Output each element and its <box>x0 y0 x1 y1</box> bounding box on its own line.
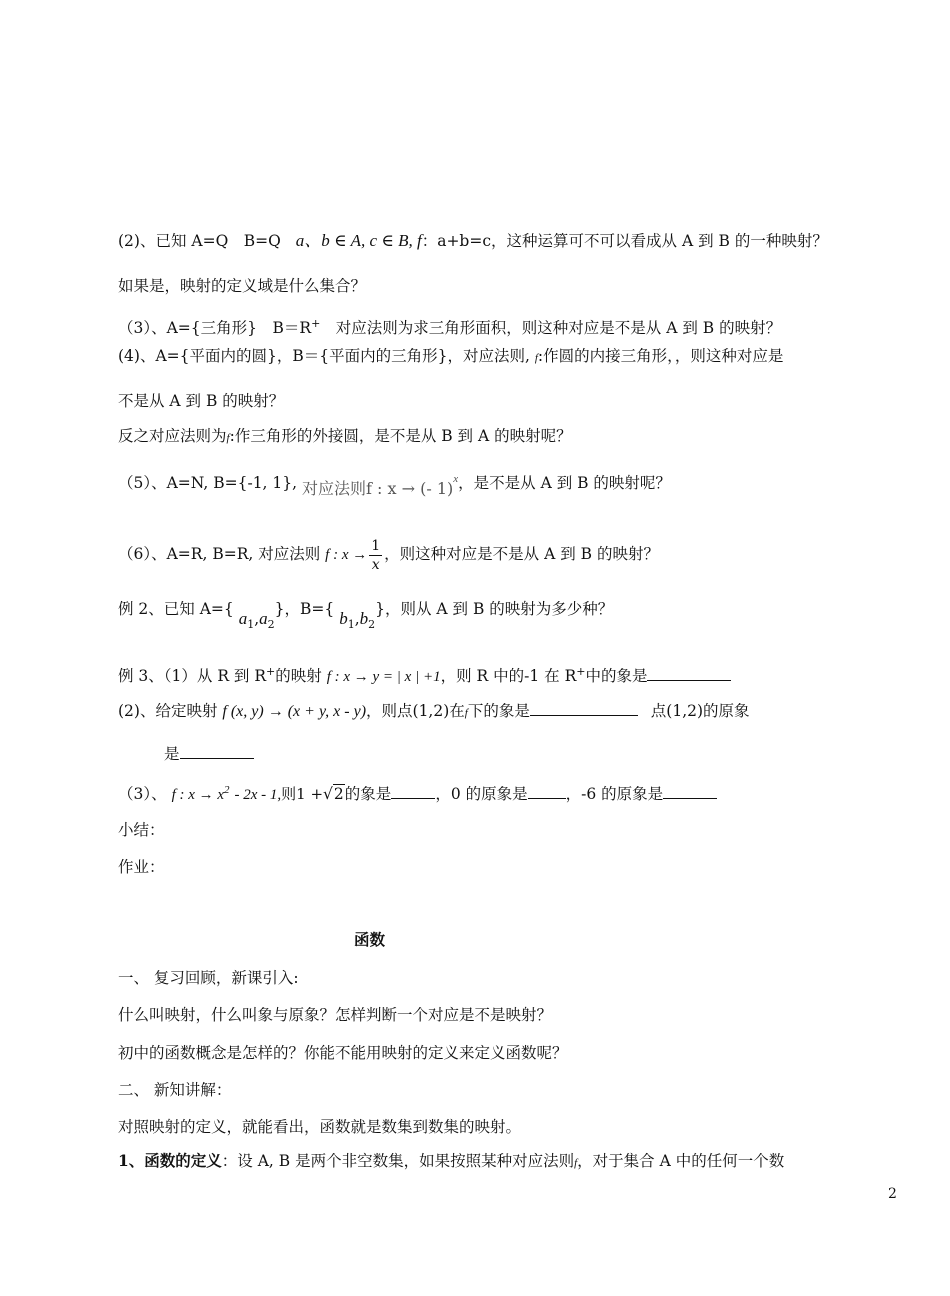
text: ，对于集合 A 中的任何一个数 <box>577 1152 785 1170</box>
example-3-line <box>118 661 731 688</box>
math-expression: f : x → <box>325 547 368 563</box>
answer-blank[interactable] <box>530 699 638 716</box>
text: （5）、A=N, B={-1, 1}, <box>118 474 298 493</box>
text: 对应法则为求三角形面积，则这种对应是不是从 A 到 B 的映射？ <box>320 319 782 338</box>
fraction <box>369 537 382 574</box>
var-a: a <box>238 609 248 628</box>
example-3-part-2-line <box>118 699 750 724</box>
var-b: b <box>339 609 348 628</box>
text: 的映射 <box>275 667 322 686</box>
problem-4-line: (4)、A={平面内的圆}，B＝{平面内的三角形}，对应法则, f:作圆的内接三角形，，则这种对应是 <box>118 347 784 365</box>
page-number: 2 <box>888 1186 897 1202</box>
problem-2-line <box>118 230 828 252</box>
text: （3）、 <box>118 785 167 804</box>
set-a-elements: $a_1,a_2$ <box>238 609 275 632</box>
text: 例 3、（1）从 R 到 R <box>118 667 267 686</box>
text-line: 什么叫映射，什么叫象与原象？怎样判断一个对应是不是映射？ <box>118 1006 553 1024</box>
var-b: b <box>359 609 369 628</box>
text-line: 如果是，映射的定义域是什么集合？ <box>118 277 367 295</box>
superscript: 2 <box>224 784 230 796</box>
function-definition-line <box>118 1150 784 1174</box>
superscript: x <box>453 473 459 485</box>
text-line: 初中的函数概念是怎样的？你能不能用映射的定义来定义函数呢？ <box>118 1044 568 1062</box>
text: ：a+b=c，这种运算可不可以看成从 A 到 B 的一种映射？ <box>421 232 828 250</box>
set-b-elements: $b_1,b_2$ <box>339 609 376 632</box>
answer-blank[interactable] <box>391 782 435 799</box>
sub: 1 <box>247 618 255 632</box>
text: 例 2、已知 A={ <box>118 600 234 618</box>
bold-term: 1、函数的定义 <box>118 1151 222 1170</box>
math-f: f <box>226 432 230 444</box>
heading-review: 一、 复习回顾，新课引入: <box>118 969 299 987</box>
numerator: 1 <box>371 537 381 554</box>
text: 反之对应法则为 <box>118 427 227 445</box>
text: 下的象是 <box>467 702 530 720</box>
superscript: + <box>311 317 321 330</box>
superscript: + <box>576 665 586 678</box>
problem-3-line <box>118 313 781 339</box>
text: 点(1,2)的原象 <box>650 702 750 720</box>
math-expression: - 2x - 1, <box>234 787 282 804</box>
text: ，0 的原象是 <box>435 785 528 804</box>
superscript: + <box>266 665 276 678</box>
radicand: 2 <box>333 785 344 804</box>
example-2-line <box>118 598 614 632</box>
converse-line: 反之对应法则为f:作三角形的外接圆，是不是从 B 到 A 的映射呢？ <box>118 427 572 445</box>
sub: 1 <box>347 618 355 632</box>
text: 的象是 <box>344 785 392 804</box>
text-line: 不是从 A 到 B 的映射？ <box>118 392 285 410</box>
denominator: x <box>371 556 380 573</box>
math-expression: 对应法则f : x → (- 1) <box>302 479 454 499</box>
text: （3）、A={三角形} B＝R <box>118 319 312 338</box>
text-line <box>164 742 254 765</box>
answer-blank[interactable] <box>180 742 254 759</box>
text: }，则从 A 到 B 的映射为多少种？ <box>375 600 614 618</box>
math-f: f <box>574 1157 578 1169</box>
text: ，则这种对应是不是从 A 到 B 的映射？ <box>384 545 659 563</box>
text: 作圆的内接三角形，，则这种对应是 <box>543 347 784 365</box>
sub: 2 <box>267 618 275 632</box>
sub: 2 <box>368 618 376 632</box>
summary-label: 小结： <box>118 821 165 839</box>
text: 中的象是 <box>585 667 648 686</box>
text: ，则 R 中的-1 在 R <box>440 667 577 686</box>
homework-label: 作业： <box>118 858 165 876</box>
math-expression: f (x, y) → (x + y, x - y) <box>222 703 367 720</box>
text-line: 对照映射的定义，就能看出，函数就是数集到数集的映射。 <box>118 1118 522 1136</box>
text: (4)、A={平面内的圆}，B＝{平面内的三角形}，对应法则, <box>118 347 530 365</box>
math-expression: a、b ∈ A, c ∈ B, f <box>295 231 422 250</box>
math-f: f <box>464 707 468 719</box>
text: （6）、A=R, B=R, 对应法则 <box>118 545 321 563</box>
text: ，-6 的原象是 <box>565 785 664 804</box>
var-a: a <box>259 609 268 628</box>
text: }，B={ <box>274 600 335 618</box>
text: ：设 A, B 是两个非空数集，如果按照某种对应法则 <box>221 1152 575 1170</box>
heading-new-knowledge: 二、 新知讲解： <box>118 1081 232 1099</box>
math-expression: f : x → x <box>171 787 225 804</box>
problem-6-line <box>118 536 659 574</box>
section-title: 函数 <box>354 930 386 949</box>
example-3-part-3-line: （3）、 f : $x \to x^2 - 2x - 1$,则1 +√2的象是 ，0 的原象是 ，-6 的原象是 <box>118 779 717 806</box>
answer-blank[interactable] <box>528 782 566 799</box>
text: ，是不是从 A 到 B 的映射呢？ <box>458 474 671 493</box>
text: 则1 + <box>281 785 324 804</box>
answer-blank[interactable] <box>663 782 717 799</box>
problem-5-line <box>118 468 671 499</box>
answer-blank[interactable] <box>647 664 731 681</box>
math-f: f <box>534 352 538 364</box>
text: 作三角形的外接圆，是不是从 B 到 A 的映射呢？ <box>234 427 572 445</box>
text: (2)、已知 A=Q B=Q <box>118 232 281 250</box>
math-expression: f : x → y = | x | +1 <box>326 669 441 686</box>
text: ，则点(1,2)在 <box>366 702 465 720</box>
text: 是 <box>164 745 180 763</box>
text: (2)、给定映射 <box>118 702 218 720</box>
